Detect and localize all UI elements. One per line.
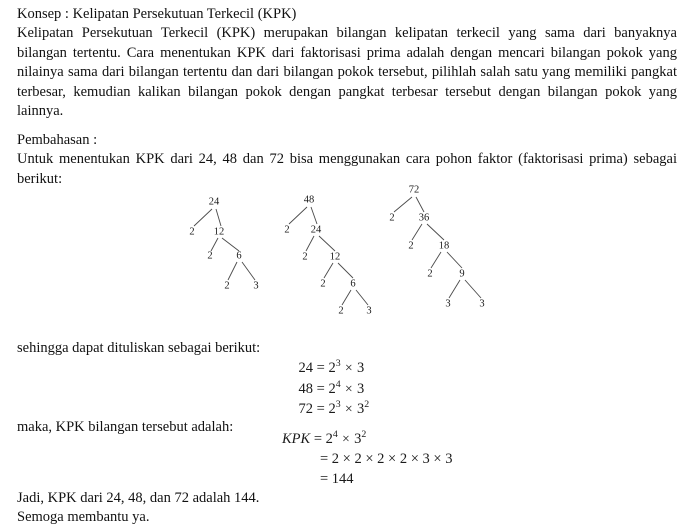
conclusion-text: Jadi, KPK dari 24, 48, dan 72 adalah 144. — [17, 490, 260, 506]
power-term: 3 — [356, 380, 365, 397]
factorization-row: $72 = 2^3 \times 3^2$ — [293, 399, 369, 420]
tree-node: 2 — [284, 224, 290, 236]
discussion-heading: Pembahasan : — [17, 132, 98, 148]
closing-text: Semoga membantu ya. — [17, 509, 150, 525]
tree-node: 2 — [189, 226, 195, 238]
power-term: $3^2$ — [354, 429, 367, 447]
factorization-number: 24 — [298, 360, 313, 376]
tree-node: 72 — [408, 184, 420, 196]
power-term: $2^3$ — [328, 358, 341, 376]
multiply-sign: × — [338, 431, 354, 446]
power-term: $2^3$ — [328, 399, 341, 417]
tree-node: 36 — [418, 212, 430, 224]
tree-node: 9 — [459, 268, 465, 280]
factor-tree-48 — [281, 194, 401, 324]
exponent: 2 — [364, 399, 370, 411]
factorization-row: $24 = 2^3 \times 3$ — [293, 358, 364, 379]
factorization-number: 72 — [298, 401, 313, 417]
tree-node: 24 — [310, 224, 322, 236]
exponent: 4 — [332, 429, 338, 441]
factor-tree-24 — [186, 196, 296, 301]
power-term: $2^4$ — [325, 429, 338, 447]
tree-node: 18 — [438, 240, 450, 252]
kpk-expansion: = 2 × 2 × 2 × 2 × 3 × 3 — [320, 450, 453, 467]
tree-node: 3 — [479, 298, 485, 310]
kpk-result-block — [282, 429, 562, 491]
factorization-number: 48 — [298, 380, 313, 397]
kpk-line-3 — [320, 470, 354, 490]
tree-node: 2 — [224, 280, 230, 292]
kpk-label: KPK — [282, 431, 311, 447]
tree-node: 2 — [408, 240, 414, 252]
tree-node: 48 — [303, 194, 315, 206]
tree-node: 6 — [236, 250, 242, 262]
kpk-value: = 144 — [320, 471, 354, 487]
factorization-row: $48 = 2^4 \times 3$ — [293, 379, 364, 400]
exponent: 2 — [361, 429, 367, 441]
power-term: 3 — [356, 360, 365, 376]
factorization-equations — [293, 358, 493, 420]
tree-node: 12 — [213, 226, 225, 238]
concept-heading: Konsep : Kelipatan Persekutuan Terkecil (KPK) — [17, 6, 297, 22]
tree-node: 2 — [320, 278, 326, 290]
exponent: 4 — [335, 378, 341, 390]
multiply-sign: × — [341, 360, 356, 375]
tree-node: 3 — [366, 305, 372, 317]
tree-node: 2 — [302, 251, 308, 263]
discussion-body: Untuk menentukan KPK dari 24, 48 dan 72 bisa menggunakan cara pohon faktor (faktorisasi prima) sebagai berikut: — [17, 151, 677, 187]
tree-node: 2 — [389, 212, 395, 224]
power-term: $3^2$ — [356, 399, 370, 417]
concept-body: Kelipatan Persekutuan Terkecil (KPK) merupakan bilangan kelipatan terkecil yang sama dari banyaknya bilangan tertentu. Cara menentukan KPK dari faktorisasi prima adalah dengan mencari bilangan pokok yang nilainya sama dari bilangan tertentu dan dari bilangan pokok tersebut, pilihlah salah satu yang memiliki pangkat terbesar, kemudian kalikan bilangan pokok dengan pangkat terbesar tersebut dengan bilangan pokok yang lainnya. — [17, 25, 677, 120]
tree-node: 24 — [208, 196, 220, 208]
tree-node: 2 — [338, 305, 344, 317]
tree-node: 2 — [427, 268, 433, 280]
tree-edges — [186, 196, 296, 301]
exponent: 3 — [335, 399, 341, 411]
tree-node: 12 — [329, 251, 341, 263]
power-term: $2^4$ — [328, 378, 341, 397]
exponent: 3 — [335, 358, 341, 370]
tree-node: 3 — [253, 280, 259, 292]
multiply-sign: × — [341, 401, 356, 416]
tree-node: 3 — [445, 298, 451, 310]
tree-node: 2 — [207, 250, 213, 262]
tree-edges — [281, 194, 401, 324]
tree-edges — [386, 184, 516, 324]
factor-tree-72 — [386, 184, 516, 324]
multiply-sign: × — [341, 380, 356, 396]
tree-node: 6 — [350, 278, 356, 290]
before-kpk-text: maka, KPK bilangan tersebut adalah: — [17, 419, 234, 435]
kpk-line-1: KPK = $2^4 \times 3^2$ — [282, 429, 367, 447]
after-trees-text: sehingga dapat dituliskan sebagai berikut: — [17, 340, 261, 356]
kpk-line-2 — [320, 450, 452, 470]
